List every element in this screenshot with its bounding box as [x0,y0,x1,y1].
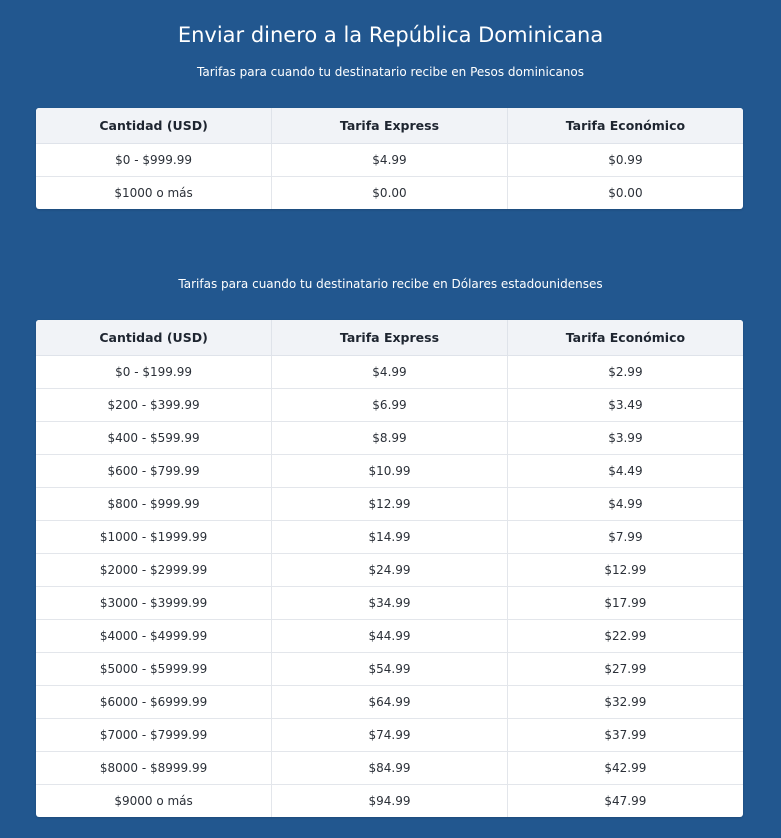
section-subtitle-pesos: Tarifas para cuando tu destinatario recibe en Pesos dominicanos [197,65,584,79]
cell-economy-fee: $3.99 [507,422,743,455]
cell-express-fee: $12.99 [272,488,508,521]
table-row [36,177,743,210]
cell-express-fee: $84.99 [272,752,508,785]
cell-amount: $600 - $799.99 [36,455,272,488]
cell-express-fee: $34.99 [272,587,508,620]
column-header-economy-fee: Tarifa Económico [507,320,743,356]
table-row [36,422,743,455]
cell-amount: $200 - $399.99 [36,389,272,422]
page-title: Enviar dinero a la República Dominicana [177,23,604,47]
cell-amount: $800 - $999.99 [36,488,272,521]
cell-economy-fee: $4.99 [507,488,743,521]
table-header [36,108,743,144]
cell-economy-fee: $32.99 [507,686,743,719]
cell-economy-fee: $4.49 [507,455,743,488]
cell-express-fee: $74.99 [272,719,508,752]
cell-amount: $7000 - $7999.99 [36,719,272,752]
table-row [36,455,743,488]
cell-economy-fee: $27.99 [507,653,743,686]
cell-express-fee: $54.99 [272,653,508,686]
cell-amount: $2000 - $2999.99 [36,554,272,587]
cell-amount: $1000 o más [36,177,272,210]
cell-amount: $6000 - $6999.99 [36,686,272,719]
column-header-amount: Cantidad (USD) [36,108,272,144]
cell-amount: $400 - $599.99 [36,422,272,455]
cell-amount: $0 - $199.99 [36,356,272,389]
table-row [36,356,743,389]
cell-express-fee: $64.99 [272,686,508,719]
cell-amount: $8000 - $8999.99 [36,752,272,785]
cell-express-fee: $8.99 [272,422,508,455]
cell-express-fee: $0.00 [272,177,508,210]
column-header-economy-fee: Tarifa Económico [507,108,743,144]
table-row [36,653,743,686]
table-row [36,785,743,818]
column-header-express-fee: Tarifa Express [272,320,508,356]
cell-economy-fee: $0.00 [608,186,643,200]
table-row [36,686,743,719]
header-row [36,108,743,144]
cell-express-fee: $14.99 [272,521,508,554]
cell-express-fee: $6.99 [272,389,508,422]
cell-express-fee: $4.99 [272,144,508,177]
cell-express-fee: $44.99 [272,620,508,653]
rates-table-pesos [36,108,743,209]
table-header [36,320,743,356]
cell-economy-fee: $12.99 [507,554,743,587]
cell-economy-fee: $37.99 [507,719,743,752]
cell-amount: $5000 - $5999.99 [36,653,272,686]
table-row [36,521,743,554]
header-row [36,320,743,356]
cell-economy-fee: $2.99 [507,356,743,389]
table-row [36,587,743,620]
cell-economy-fee: $22.99 [507,620,743,653]
cell-economy-fee: $47.99 [604,794,647,808]
table-row [36,144,743,177]
table-body [36,144,743,210]
cell-express-fee: $24.99 [272,554,508,587]
cell-economy-fee: $7.99 [507,521,743,554]
table-row [36,620,743,653]
table-row [36,554,743,587]
cell-economy-fee: $17.99 [507,587,743,620]
cell-economy-fee: $3.49 [507,389,743,422]
cell-express-fee: $4.99 [272,356,508,389]
cell-express-fee: $94.99 [272,785,508,818]
table-body [36,356,743,818]
cell-amount: $1000 - $1999.99 [36,521,272,554]
cell-amount: $9000 o más [36,785,272,818]
table-row [36,719,743,752]
rates-table-dollars [36,320,743,817]
cell-economy-fee: $0.99 [507,144,743,177]
cell-amount: $0 - $999.99 [36,144,272,177]
table-row [36,752,743,785]
cell-express-fee: $10.99 [272,455,508,488]
table-row [36,488,743,521]
column-header-express-fee: Tarifa Express [272,108,508,144]
cell-amount: $4000 - $4999.99 [36,620,272,653]
cell-amount: $3000 - $3999.99 [36,587,272,620]
table-row [36,389,743,422]
column-header-amount: Cantidad (USD) [36,320,272,356]
cell-economy-fee: $42.99 [507,752,743,785]
section-subtitle-dollars: Tarifas para cuando tu destinatario recibe en Dólares estadounidenses [178,277,603,291]
